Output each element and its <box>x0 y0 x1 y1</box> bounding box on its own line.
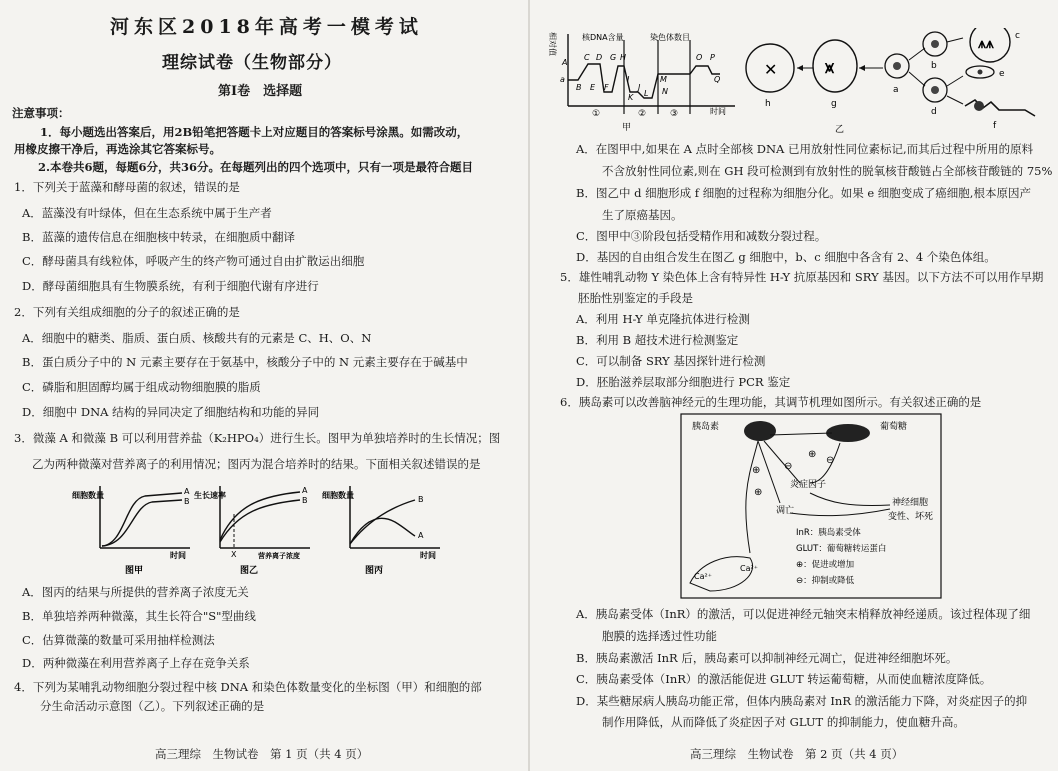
cell-d-nucleus-icon <box>931 86 939 94</box>
figure-bing-label-b: B <box>418 495 424 504</box>
q5-option-a: A．利用 H-Y 单克隆抗体进行检测 <box>576 312 750 326</box>
figure-jia-ylabel: 细胞数量 <box>72 491 104 500</box>
q3-option-b: B．单独培养两种微藻，其生长符合"S"型曲线 <box>22 609 256 623</box>
figure-jia-xlabel: 时间 <box>170 551 186 560</box>
q6-option-c: C．胰岛素受体（InR）的激活能促进 GLUT 转运葡萄糖，从而使血糖浓度降低。 <box>576 672 992 686</box>
q6-option-a-line2: 胞膜的选择透过性功能 <box>602 629 717 643</box>
diagram-inflam-label: 炎症因子 <box>790 480 827 490</box>
graph-jia-caption: 甲 <box>622 123 632 133</box>
q4-option-a-line1: A．在图甲中,如果在 A 点时全部核 DNA 已用放射性同位素标记,而其后过程中所用的原料 <box>576 142 1034 156</box>
exam-page-2 <box>530 0 1058 771</box>
cell-a-nucleus-icon <box>893 62 901 70</box>
cell-g-chromosome-icon: ⩙ <box>825 58 835 77</box>
glut-icon <box>826 424 870 442</box>
q4-stem-line2: 分生命活动示意图（乙）。下列叙述正确的是 <box>40 699 265 713</box>
q6-stem: 6．胰岛素可以改善脑神经元的生理功能，其调节机理如图所示。有关叙述正确的是 <box>560 395 982 409</box>
q2-option-d: D．细胞中 DNA 结构的异同决定了细胞结构和功能的异同 <box>22 405 320 419</box>
figure-yi-xlabel: 营养离子浓度 <box>258 552 300 560</box>
arrow-insulin-to-glut-icon <box>770 433 832 435</box>
graph-jia-point-j: J <box>638 83 641 92</box>
cell-f-body-icon <box>974 101 984 111</box>
figure-jia-label-b: B <box>184 497 190 506</box>
q5-stem-line1: 5．雄性哺乳动物 Y 染色体上含有特异性 H-Y 抗原基因和 SRY 基因。以下方法不可以用作早期 <box>560 270 1044 284</box>
arrow-a-to-g-head-icon <box>859 65 865 71</box>
q6-option-a-line1: A．胰岛素受体（InR）的激活，可以促进神经元轴突末梢释放神经递质。该过程体现了细 <box>576 607 1031 621</box>
plus-sign-1: ⊕ <box>752 465 761 476</box>
arrow-g-to-h-head-icon <box>797 65 803 71</box>
notice-1b: 用橡皮擦干净后，再选涂其它答案标号。 <box>14 142 221 156</box>
diagram-insulin-label: 胰岛素 <box>692 422 720 432</box>
figure-yi-caption: 图乙 <box>240 566 259 576</box>
graph-jia-point-c: C <box>584 53 590 62</box>
cell-f-label: f <box>993 121 997 131</box>
graph-jia-point-g: G <box>610 53 617 62</box>
cell-e-label: e <box>999 69 1005 79</box>
notice-heading: 注意事项： <box>12 106 70 120</box>
figure-bing-curve-a <box>350 518 415 544</box>
q5-option-c: C．可以制备 SRY 基因探针进行检测 <box>576 354 766 368</box>
figure-yi-label-a: A <box>302 486 308 495</box>
q4-option-b-line1: B．图乙中 d 细胞形成 f 细胞的过程称为细胞分化。如果 e 细胞变成了癌细胞,根本原因产 <box>576 186 1031 200</box>
graph-jia-point-l: L <box>644 89 649 98</box>
graph-jia-chr-label: 染色体数目 <box>650 33 690 42</box>
figure-bing-curve-b <box>350 500 415 544</box>
insulin-diagram <box>680 413 942 599</box>
diagram-apop-label: 凋亡 <box>776 506 795 516</box>
arrow-to-neuron-icon <box>810 493 890 506</box>
diagram-glucose-label: 葡萄糖 <box>880 422 908 432</box>
q5-option-d: D．胚胎滋养层取部分细胞进行 PCR 鉴定 <box>576 375 791 389</box>
graph-jia-point-p: P <box>710 53 715 62</box>
graph-jia-point-k: K <box>628 93 634 102</box>
q6-option-d-line1: D．某些糖尿病人胰岛功能正常，但体内胰岛素对 InR 的激活能力下降，对炎症因子的抑 <box>576 694 1028 708</box>
graph-jia-point-d: D <box>596 53 603 62</box>
q1-option-b: B．蓝藻的遗传信息在细胞核中转录，在细胞质中翻译 <box>22 230 295 244</box>
q3-option-a: A．图丙的结果与所提供的营养离子浓度无关 <box>22 585 249 599</box>
q4-option-c: C．图甲中③阶段包括受精作用和减数分裂过程。 <box>576 229 827 243</box>
plus-sign-3: ⊕ <box>754 487 763 498</box>
cell-d-label: d <box>931 107 937 117</box>
figure-jia <box>70 478 200 578</box>
cell-g-label: g <box>831 99 837 109</box>
q1-option-d: D．酵母菌细胞具有生物膜系统，有利于细胞代谢有序进行 <box>22 279 319 293</box>
q5-stem-line2: 胚胎性别鉴定的手段是 <box>578 291 693 305</box>
q3-option-c: C．估算微藻的数量可采用抽样检测法 <box>22 633 215 647</box>
cell-g-icon <box>813 40 857 92</box>
graph-jia-point-b: B <box>576 83 582 92</box>
graph-jia-point-m: M <box>660 75 667 84</box>
q4-option-a-line2: 不含放射性同位素,则在 GH 段可检测到有放射性的脱氧核苷酸链占全部核苷酸链的 75% <box>602 164 1053 178</box>
insulin-icon <box>744 421 776 441</box>
arrow-d-to-e-icon <box>947 76 963 86</box>
graph-jia-dna-label: 核DNA含量 <box>582 33 624 42</box>
figure-yi-curve-a <box>220 492 300 540</box>
graph-jia-point-o: O <box>696 53 703 62</box>
notice-1a: 1．每小题选出答案后，用2B铅笔把答题卡上对应题目的答案标号涂黑。如需改动， <box>40 125 469 139</box>
plus-sign-2: ⊕ <box>808 449 817 460</box>
figure-yi-x-symbol: X <box>231 550 237 559</box>
arrow-d-to-f-icon <box>947 96 963 104</box>
figure-bing-label-a: A <box>418 531 424 540</box>
graph-jia-point-n: N <box>662 87 668 96</box>
arrow-b-to-c-icon <box>947 38 963 42</box>
graph-jia-phase-2: ② <box>638 109 647 119</box>
diagram-neuron-label-2: 变性、坏死 <box>888 512 934 522</box>
figure-bing <box>320 478 450 578</box>
graph-jia-point-a: A <box>562 58 568 67</box>
graph-jia-point-q: Q <box>714 75 721 84</box>
q5-option-b: B．利用 B 超技术进行检测鉴定 <box>576 333 739 347</box>
q1-stem: 1．下列关于蓝藻和酵母菌的叙述，错误的是 <box>14 180 240 194</box>
q4-option-d: D．基因的自由组合发生在图乙 g 细胞中，b、c 细胞中各含有 2、4 个染色体组。 <box>576 250 996 264</box>
diagram-ca-label-1: Ca²⁺ <box>694 572 712 581</box>
exam-page-1 <box>0 0 528 771</box>
cell-c-chromosome-icon: ⩚⩚ <box>978 36 994 52</box>
graph-jia-point-i: I <box>627 75 630 84</box>
q3-option-d: D．两种微藻在利用营养离子上存在竞争关系 <box>22 656 250 670</box>
cell-c-label: c <box>1015 31 1020 41</box>
page-2-footer: 高三理综 生物试卷 第 2 页（共 4 页） <box>690 747 904 761</box>
cell-b-label: b <box>931 61 937 71</box>
q1-option-c: C．酵母菌具有线粒体，呼吸产生的终产物可通过自由扩散运出细胞 <box>22 254 365 268</box>
figure-bing-ylabel: 细胞数量 <box>322 491 354 500</box>
diagram-neuron-label: 神经细胞 <box>892 498 929 508</box>
q4-option-b-line2: 生了原癌基因。 <box>602 208 683 222</box>
legend-promote: ⊕：促进或增加 <box>796 560 855 570</box>
figure-yi-ylabel: 生长速率 <box>194 491 226 500</box>
arrow-apop-to-neuron-icon <box>790 509 890 516</box>
figure-bing-xlabel: 时间 <box>420 551 436 560</box>
graph-jia-point-e: E <box>590 83 596 92</box>
figure-yi-label-b: B <box>302 496 308 505</box>
graph-jia-point-lower-a: a <box>560 75 565 84</box>
graph-jia-point-h: H <box>620 53 627 62</box>
q6-option-b: B．胰岛素激活 InR 后，胰岛素可以抑制神经元凋亡，促进神经细胞坏死。 <box>576 651 958 665</box>
arrow-insulin-to-inflam-icon <box>764 441 800 483</box>
cell-b-nucleus-icon <box>931 40 939 48</box>
q2-stem: 2．下列有关组成细胞的分子的叙述正确的是 <box>14 305 240 319</box>
q6-option-d-line2: 制作用降低，从而降低了炎症因子对 GLUT 的抑制能力，使血糖升高。 <box>602 715 965 729</box>
graph-jia-phase-1: ① <box>592 109 601 119</box>
minus-sign-1: ⊖ <box>784 461 793 472</box>
cell-h-label: h <box>765 99 771 109</box>
figure-jia-label-a: A <box>184 487 190 496</box>
legend-inhibit: ⊖：抑制或降低 <box>796 576 855 586</box>
figure-jia-caption: 图甲 <box>125 566 144 576</box>
cell-a-label: a <box>893 85 899 95</box>
legend-inr: InR：胰岛素受体 <box>796 528 861 538</box>
graph-jia <box>540 30 740 134</box>
figure-bing-caption: 图丙 <box>365 566 384 576</box>
q2-option-b: B．蛋白质分子中的 N 元素主要存在于氨基中，核酸分子中的 N 元素主要存在于碱基中 <box>22 355 468 369</box>
q3-stem-line1: 3．微藻 A 和微藻 B 可以利用营养盐（K₂HPO₄）进行生长。图甲为单独培养时的生长情况；图 <box>14 431 501 445</box>
diagram-ca-label-2: Ca²⁺ <box>740 564 758 573</box>
minus-sign-2: ⊖ <box>826 455 835 466</box>
graph-jia-time-label: 时间 <box>710 107 726 116</box>
graph-jia-phase-3: ③ <box>670 109 679 119</box>
arrow-a-to-d-icon <box>909 72 925 86</box>
arrow-a-to-b-icon <box>909 48 925 60</box>
section-heading: 第Ⅰ卷 选择题 <box>218 84 303 99</box>
notice-2: 2.本卷共6题，每题6分，共36分。在每题列出的四个选项中，只有一项是最符合题目 <box>38 160 474 174</box>
q1-option-a: A．蓝藻没有叶绿体，但在生态系统中属于生产者 <box>22 206 272 220</box>
q2-option-a: A．细胞中的糖类、脂质、蛋白质、核酸共有的元素是 C、H、O、N <box>22 331 372 345</box>
graph-jia-point-f: F <box>604 83 609 92</box>
q3-stem-line2: 乙为两种微藻对营养离子的利用情况；图丙为混合培养时的结果。下面相关叙述错误的是 <box>32 457 481 471</box>
figure-yi <box>190 478 320 578</box>
cells-yi <box>735 28 1055 136</box>
cell-e-nucleus-icon <box>978 70 983 75</box>
q4-stem-line1: 4．下列为某哺乳动物细胞分裂过程中核 DNA 和染色体数量变化的坐标图（甲）和细胞的部 <box>14 680 482 694</box>
exam-subtitle: 理综试卷（生物部分） <box>162 53 342 73</box>
cells-yi-caption: 乙 <box>835 125 845 135</box>
legend-glut: GLUT：葡萄糖转运蛋白 <box>796 544 887 554</box>
cell-h-chromosome-icon: ✕ <box>764 60 778 79</box>
graph-jia-ylabel: 相对值 <box>548 32 557 56</box>
exam-title: 河东区2018年高考一模考试 <box>110 16 423 38</box>
page-1-footer: 高三理综 生物试卷 第 1 页（共 4 页） <box>155 747 369 761</box>
q2-option-c: C．磷脂和胆固醇均属于组成动物细胞膜的脂质 <box>22 380 261 394</box>
